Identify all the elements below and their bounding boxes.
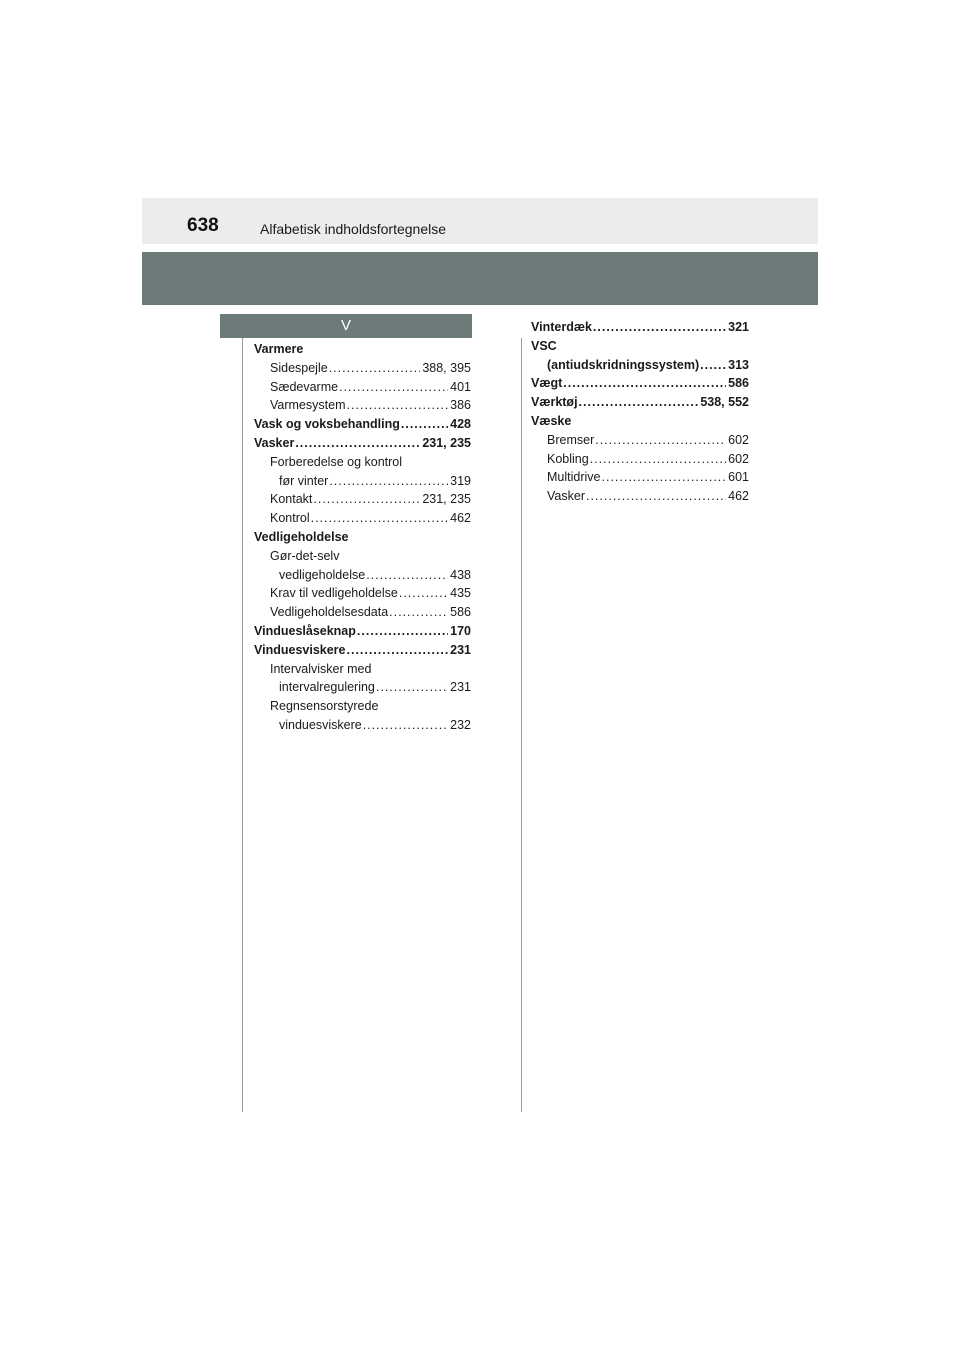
index-entry xyxy=(531,374,749,393)
index-column-left xyxy=(254,340,471,735)
index-entry xyxy=(531,356,749,375)
index-entry-page: 231 xyxy=(450,642,471,657)
index-entry-label: Vægt xyxy=(531,376,563,391)
dot-leader xyxy=(590,450,726,469)
index-entry-label: Vindueslåseknap xyxy=(254,623,356,638)
index-entry-label: Sidespejle xyxy=(270,360,328,375)
column-rule-right xyxy=(521,338,522,1112)
index-entry-label: Intervalvisker med xyxy=(270,661,372,676)
dot-leader xyxy=(313,490,420,509)
index-entry xyxy=(254,396,471,415)
index-entry-page: 231, 235 xyxy=(422,435,471,450)
dot-leader xyxy=(595,431,726,450)
dot-leader xyxy=(311,509,449,528)
index-entry-page: 602 xyxy=(728,451,749,466)
index-entry-page: 386 xyxy=(450,398,471,413)
index-entry-label: Kobling xyxy=(547,451,589,466)
index-entry-label: Forberedelse og kontrol xyxy=(270,454,403,469)
index-entry xyxy=(531,450,749,469)
index-entry-label: Vinterdæk xyxy=(531,320,592,334)
index-entry-label: Væske xyxy=(531,413,572,428)
index-entry-page: 401 xyxy=(450,379,471,394)
index-entry-label: Vedligeholdelse xyxy=(254,529,349,544)
dot-leader xyxy=(339,378,448,397)
index-entry xyxy=(254,528,471,547)
dot-leader xyxy=(329,359,421,378)
index-entry-page: 388, 395 xyxy=(422,360,471,375)
index-entry-page: 232 xyxy=(450,717,471,732)
index-entry-label: Regnsensorstyrede xyxy=(270,699,379,714)
dot-leader xyxy=(357,622,448,641)
index-entry-label: Gør-det-selv xyxy=(270,548,340,563)
dot-leader xyxy=(579,393,699,412)
index-entry-label: Varmere xyxy=(254,342,304,356)
index-entry-label: Multidrive xyxy=(547,470,601,485)
index-entry xyxy=(254,340,471,359)
section-letter-tab: V xyxy=(220,314,472,338)
index-entry-label: Krav til vedligeholdelse xyxy=(270,586,398,601)
index-entry xyxy=(254,584,471,603)
index-entry xyxy=(531,487,749,506)
dot-leader xyxy=(401,415,448,434)
header-band xyxy=(142,198,818,244)
index-entry-page: 313 xyxy=(728,357,749,372)
index-entry xyxy=(254,660,471,679)
header-bar xyxy=(142,252,818,305)
index-entry xyxy=(254,716,471,735)
index-entry-label: vedligeholdelse xyxy=(279,567,366,582)
index-entry-label: Sædevarme xyxy=(270,379,339,394)
index-entry xyxy=(254,547,471,566)
page-title: Alfabetisk indholdsfortegnelse xyxy=(260,221,447,237)
index-entry-page: 321 xyxy=(728,320,749,334)
index-entry-label: Bremser xyxy=(547,432,595,447)
index-entry xyxy=(531,431,749,450)
dot-leader xyxy=(295,434,420,453)
index-entry xyxy=(531,393,749,412)
index-entry xyxy=(254,453,471,472)
index-entry-label: VSC xyxy=(531,338,557,353)
index-entry xyxy=(254,509,471,528)
index-entry-page: 231, 235 xyxy=(422,492,471,507)
dot-leader xyxy=(389,603,448,622)
index-entry xyxy=(531,337,749,356)
index-entry-label: Vinduesviskere xyxy=(254,642,346,657)
index-entry-label: vinduesviskere xyxy=(279,717,362,732)
index-entry-label: før vinter xyxy=(279,473,329,488)
index-entry xyxy=(254,697,471,716)
index-column-right xyxy=(531,318,749,506)
dot-leader xyxy=(363,716,448,735)
index-entry-label: Vasker xyxy=(547,489,585,504)
index-entry xyxy=(254,603,471,622)
index-entry-page: 602 xyxy=(728,432,749,447)
index-entry-page: 319 xyxy=(450,473,471,488)
column-rule-left xyxy=(242,338,243,1112)
index-entry xyxy=(531,468,749,487)
index-entry xyxy=(254,472,471,491)
index-entry-page: 231 xyxy=(450,680,471,695)
index-entry-label: Vedligeholdelsesdata xyxy=(270,605,389,620)
page-number: 638 xyxy=(187,215,219,236)
dot-leader xyxy=(602,468,727,487)
dot-leader xyxy=(700,356,726,375)
index-entry-page: 170 xyxy=(450,623,471,638)
index-entry-page: 462 xyxy=(728,489,749,504)
dot-leader xyxy=(376,678,448,697)
dot-leader xyxy=(346,396,448,415)
index-entry-page: 462 xyxy=(450,511,471,526)
index-entry xyxy=(254,622,471,641)
index-entry xyxy=(531,412,749,431)
index-entry-page: 586 xyxy=(450,605,471,620)
index-entry xyxy=(254,434,471,453)
index-entry-page: 601 xyxy=(728,470,749,485)
index-entry-page: 438 xyxy=(450,567,471,582)
index-entry-label: Vask og voksbehandling xyxy=(254,417,400,432)
index-entry-page: 435 xyxy=(450,586,471,601)
index-entry-page: 586 xyxy=(728,376,749,391)
index-entry-label: Varmesystem xyxy=(270,398,346,413)
dot-leader xyxy=(593,318,726,337)
index-entry xyxy=(254,678,471,697)
index-entry xyxy=(254,641,471,660)
index-entry xyxy=(254,415,471,434)
dot-leader xyxy=(586,487,726,506)
dot-leader xyxy=(399,584,448,603)
index-entry-label: (antiudskridningssystem) xyxy=(547,357,700,372)
dot-leader xyxy=(563,374,726,393)
index-entry xyxy=(254,490,471,509)
index-entry-label: Værktøj xyxy=(531,395,578,410)
index-entry xyxy=(254,359,471,378)
dot-leader xyxy=(366,566,448,585)
dot-leader xyxy=(329,472,448,491)
index-entry-label: intervalregulering xyxy=(279,680,375,695)
index-entry-page: 538, 552 xyxy=(700,395,749,410)
index-entry xyxy=(254,378,471,397)
index-entry-label: Kontrol xyxy=(270,511,310,526)
index-entry xyxy=(531,318,749,337)
index-entry xyxy=(254,566,471,585)
dot-leader xyxy=(347,641,449,660)
index-entry-label: Kontakt xyxy=(270,492,313,507)
index-entry-page: 428 xyxy=(450,417,471,432)
index-entry-label: Vasker xyxy=(254,435,295,450)
